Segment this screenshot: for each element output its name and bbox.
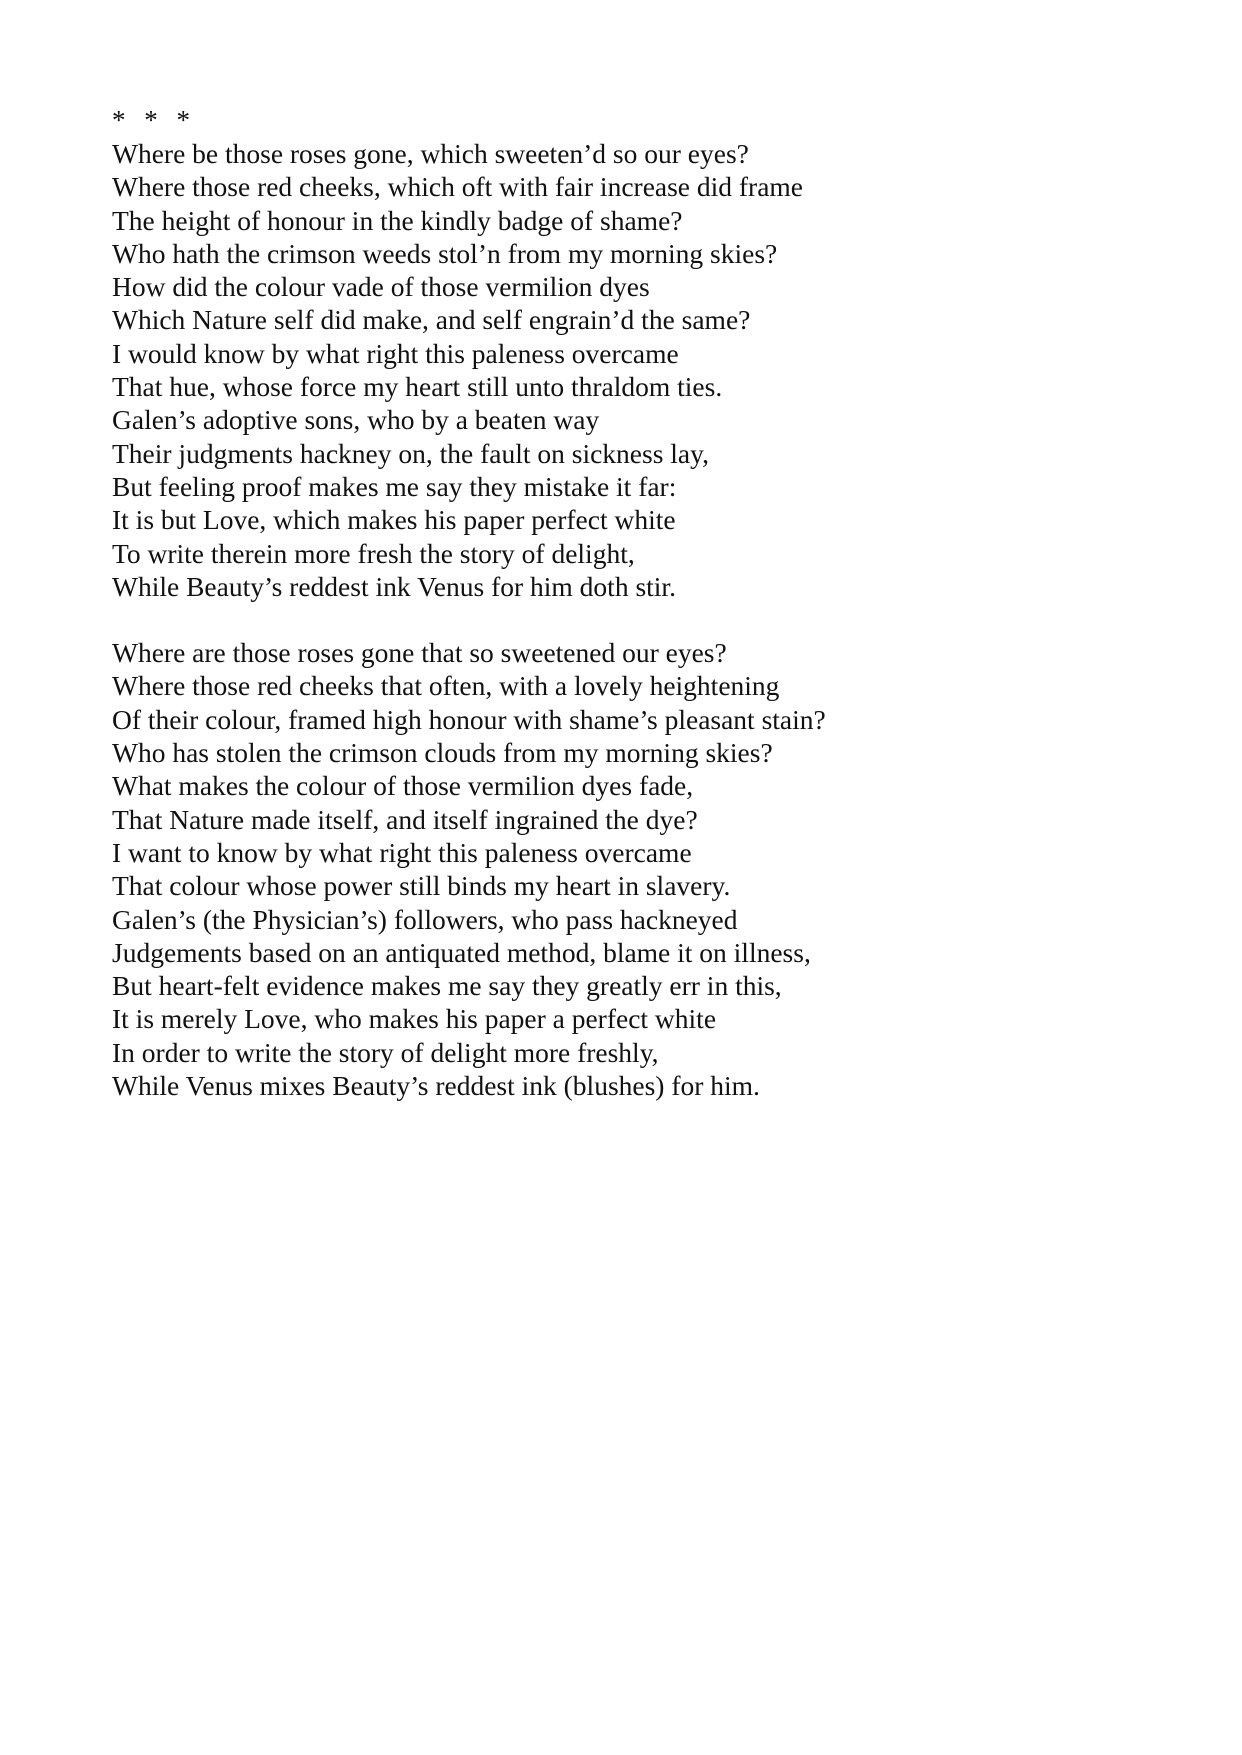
poem-line: Galen’s adoptive sons, who by a beaten way: [112, 404, 600, 436]
paraphrase-line: Where are those roses gone that so sweetened our eyes?: [112, 637, 727, 669]
poem-line: Which Nature self did make, and self engrain’d the same?: [112, 304, 751, 336]
paraphrase-line: That Nature made itself, and itself ingrained the dye?: [112, 803, 698, 835]
paraphrase-line: I want to know by what right this paleness overcame: [112, 836, 692, 868]
poem-line: That hue, whose force my heart still unto thraldom ties.: [112, 371, 723, 403]
paraphrase-line: It is merely Love, who makes his paper a perfect white: [112, 1003, 717, 1035]
original-sonnet: [112, 137, 1132, 603]
paraphrase-line: Of their colour, framed high honour with shame’s pleasant stain?: [112, 703, 826, 735]
paraphrase-line: Galen’s (the Physician’s) followers, who pass hackneyed: [112, 903, 738, 935]
poem-line: Their judgments hackney on, the fault on sickness lay,: [112, 437, 709, 469]
paraphrase-line: In order to write the story of delight more freshly,: [112, 1036, 659, 1068]
paraphrase-line: While Venus mixes Beauty’s reddest ink (blushes) for him.: [112, 1070, 760, 1102]
paraphrase-line: That colour whose power still binds my heart in slavery.: [112, 870, 731, 902]
poem-line: The height of honour in the kindly badge of shame?: [112, 204, 683, 236]
document-page: [112, 104, 1132, 1102]
poem-line: Who hath the crimson weeds stol’n from my morning skies?: [112, 237, 778, 269]
poem-line: While Beauty’s reddest ink Venus for him doth stir.: [112, 570, 676, 602]
modern-paraphrase: [112, 636, 1132, 1102]
poem-line: Where those red cheeks, which oft with fair increase did frame: [112, 171, 804, 203]
paraphrase-line: Who has stolen the crimson clouds from my morning skies?: [112, 737, 773, 769]
paraphrase-line: But heart-felt evidence makes me say they greatly err in this,: [112, 970, 782, 1002]
paraphrase-line: Where those red cheeks that often, with a lovely heightening: [112, 670, 780, 702]
paraphrase-line: Judgements based on an antiquated method, blame it on illness,: [112, 936, 811, 968]
poem-line: I would know by what right this paleness overcame: [112, 337, 679, 369]
poem-line: But feeling proof makes me say they mistake it far:: [112, 470, 677, 502]
paraphrase-line: What makes the colour of those vermilion dyes fade,: [112, 770, 694, 802]
poem-line: It is but Love, which makes his paper perfect white: [112, 504, 676, 536]
poem-line: To write therein more fresh the story of delight,: [112, 537, 635, 569]
poem-line: Where be those roses gone, which sweeten’d so our eyes?: [112, 138, 749, 169]
poem-line: How did the colour vade of those vermilion dyes: [112, 271, 650, 303]
section-ornament: * * *: [112, 105, 196, 135]
